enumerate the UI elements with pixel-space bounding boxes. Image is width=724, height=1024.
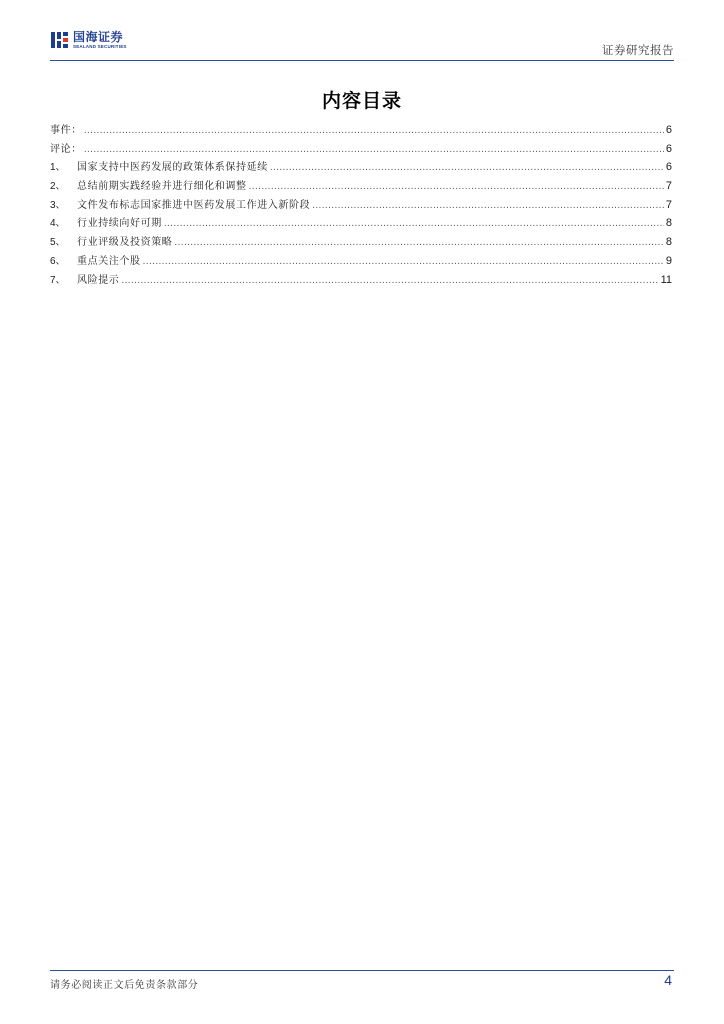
toc-entry-number: 2、 xyxy=(50,181,66,193)
toc-entry-5[interactable] xyxy=(50,233,672,252)
toc-entry-number: 7、 xyxy=(50,274,66,286)
toc-entry-label: 文件发布标志国家推进中医药发展工作进入新阶段 xyxy=(77,199,311,211)
toc-entry-page: 7 xyxy=(665,198,672,211)
toc-entry-4[interactable] xyxy=(50,214,672,233)
toc-entry-number: 1、 xyxy=(50,162,66,174)
toc-dot-leader xyxy=(312,197,664,216)
toc-entry-page: 7 xyxy=(665,180,672,193)
toc-entry-page: 8 xyxy=(665,236,672,249)
toc-entry-label: 总结前期实践经验并进行细化和调整 xyxy=(77,181,247,193)
toc-entry-label: 评论： xyxy=(50,143,82,155)
table-of-contents xyxy=(50,121,672,289)
logo-english-name: SEALAND SECURITIES xyxy=(73,43,127,49)
toc-entry-number: 3、 xyxy=(50,199,66,211)
toc-entry-label: 国家支持中医药发展的政策体系保持延续 xyxy=(77,162,268,174)
header-divider xyxy=(50,60,674,61)
company-logo xyxy=(50,30,127,50)
toc-entry-1[interactable] xyxy=(50,158,672,177)
logo-chinese-name: 国海证券 xyxy=(73,29,124,44)
toc-entry-6[interactable] xyxy=(50,252,672,271)
toc-dot-leader xyxy=(143,253,664,272)
toc-entry-label: 事件： xyxy=(50,125,82,136)
toc-dot-leader xyxy=(84,122,664,141)
toc-dot-leader xyxy=(84,141,664,160)
toc-dot-leader xyxy=(164,215,664,234)
toc-entry-label: 重点关注个股 xyxy=(77,255,141,267)
toc-entry-page: 6 xyxy=(665,161,672,174)
toc-entry-page: 6 xyxy=(665,142,672,155)
toc-dot-leader xyxy=(121,272,658,291)
toc-entry-label: 行业评级及投资策略 xyxy=(77,237,173,249)
toc-dot-leader xyxy=(249,178,664,197)
toc-entry-page: 8 xyxy=(665,217,672,230)
toc-entry-label: 风险提示 xyxy=(77,274,120,286)
footer-divider xyxy=(50,970,674,971)
toc-dot-leader xyxy=(270,159,664,178)
toc-entry-label: 行业持续向好可期 xyxy=(77,218,162,230)
page-number: 4 xyxy=(664,972,672,988)
toc-entry-page: 6 xyxy=(665,124,672,136)
toc-entry-3[interactable] xyxy=(50,196,672,215)
toc-entry-number: 5、 xyxy=(50,237,66,249)
toc-entry-number: 6、 xyxy=(50,255,66,267)
toc-dot-leader xyxy=(174,234,663,253)
toc-entry-event[interactable] xyxy=(50,121,672,140)
toc-entry-number: 4、 xyxy=(50,218,66,230)
toc-entry-page: 11 xyxy=(660,273,672,286)
toc-title: 内容目录 xyxy=(321,90,402,112)
sealand-logo-icon xyxy=(50,30,70,50)
toc-entry-2[interactable] xyxy=(50,177,672,196)
toc-entry-7[interactable] xyxy=(50,271,672,290)
toc-entry-comment[interactable] xyxy=(50,140,672,159)
disclaimer-note: 请务必阅读正文后免责条款部分 xyxy=(50,980,199,991)
page-header xyxy=(50,28,674,62)
report-type-label: 证券研究报告 xyxy=(602,43,674,57)
toc-entry-page: 9 xyxy=(665,254,672,267)
